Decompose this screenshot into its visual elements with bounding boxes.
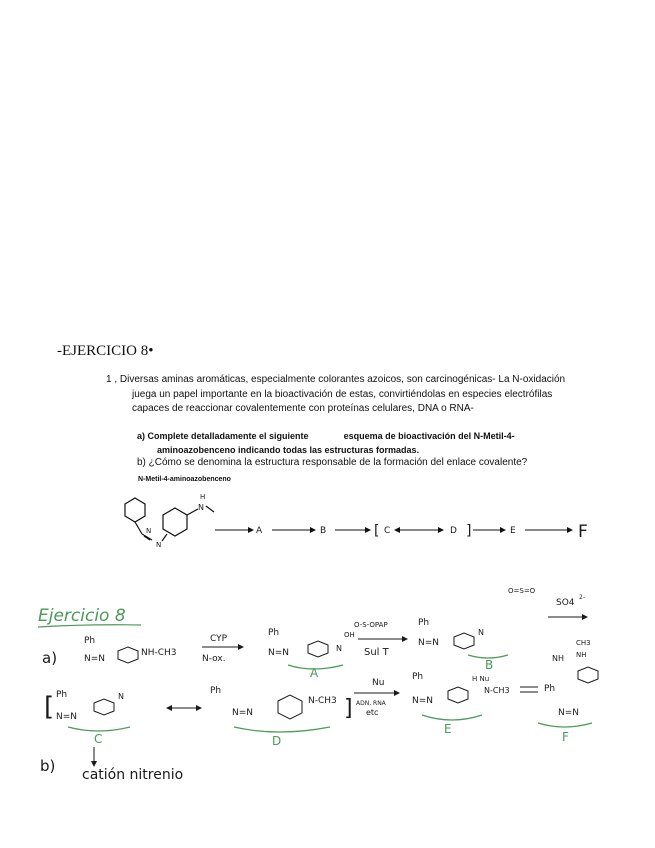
label-E: E xyxy=(444,722,452,736)
svg-text:N=N: N=N xyxy=(268,648,290,658)
start-azo: N=N xyxy=(84,654,106,664)
sult-label: Sul T xyxy=(364,647,389,658)
azo-n-1: N xyxy=(146,527,152,535)
svg-text:N: N xyxy=(478,628,484,637)
svg-text:Ph: Ph xyxy=(56,690,68,700)
d-nch3: N-CH3 xyxy=(308,696,337,706)
svg-text:Ph: Ph xyxy=(418,618,430,628)
open-bracket: [ xyxy=(374,523,380,539)
svg-text:O=S=O: O=S=O xyxy=(508,587,536,595)
scheme-E: E xyxy=(510,526,516,536)
question-line-2: juega un papel importante en la bioactivación de estas, convirtiéndolas en especies electrófilas xyxy=(132,388,553,400)
part-a-line-2: aminoazobenceno indicando todas las estructuras formadas. xyxy=(157,445,420,455)
scheme-D: D xyxy=(450,526,457,536)
f-nh: NH xyxy=(552,654,564,663)
question-line-3: capaces de reaccionar covalentemente con proteínas celulares, DNA o RNA- xyxy=(132,403,474,414)
benzene-ring-icon xyxy=(163,508,187,536)
svg-text:H Nu: H Nu xyxy=(472,675,490,683)
svg-text:N: N xyxy=(118,692,124,701)
f-ch3: CH3 xyxy=(576,639,591,647)
molecule-name: N-Metil-4-aminoazobenceno xyxy=(138,476,231,483)
part-a-text-1: a) Complete detalladamente el siguiente xyxy=(137,431,309,441)
start-nh: NH-CH3 xyxy=(141,648,177,658)
svg-text:N=N: N=N xyxy=(232,708,254,718)
scheme-B: B xyxy=(320,526,327,536)
svg-text:N: N xyxy=(336,644,342,653)
svg-text:[: [ xyxy=(44,692,55,722)
part-a-text-2: esquema de bioactivación del N-Metil-4- xyxy=(343,431,515,441)
part-b-question: b) ¿Cómo se denomina la estructura responsable de la formación del enlace covalente? xyxy=(137,457,528,468)
label-C: C xyxy=(94,732,103,746)
sulfo-group: O-S-OPAP xyxy=(354,621,388,629)
bioactivation-scheme xyxy=(120,490,600,560)
so4-label: SO4 xyxy=(556,598,575,608)
answer-b: catión nitrenio xyxy=(82,767,184,783)
handwritten-answer xyxy=(38,575,618,795)
scheme-A: A xyxy=(256,526,263,536)
part-a-line-1 xyxy=(137,431,515,441)
phenyl-ring-icon xyxy=(125,498,145,522)
label-D: D xyxy=(272,734,282,748)
svg-text:Ph: Ph xyxy=(412,672,424,682)
svg-text:NH: NH xyxy=(576,651,587,659)
amine-h: H xyxy=(200,493,206,501)
label-b: b) xyxy=(40,757,56,775)
scheme-C: C xyxy=(384,526,391,536)
svg-text:Ph: Ph xyxy=(544,684,556,694)
etc-label: etc xyxy=(366,708,379,717)
label-A: A xyxy=(310,666,319,680)
scheme-F: F xyxy=(578,522,588,542)
n-ox-label: N-ox. xyxy=(202,654,226,664)
label-F: F xyxy=(562,730,569,744)
start-ph: Ph xyxy=(84,636,96,646)
a-ph: Ph xyxy=(268,628,280,638)
label-a: a) xyxy=(42,649,58,667)
svg-text:]: ] xyxy=(344,696,353,721)
handwritten-heading: Ejercicio 8 xyxy=(38,606,126,626)
exercise-title: -EJERCICIO 8• xyxy=(57,343,154,359)
svg-text:N=N: N=N xyxy=(558,708,580,718)
a-oh: OH xyxy=(344,631,355,639)
label-B: B xyxy=(485,658,494,672)
adn-arn-label: ADN, RNA xyxy=(356,700,386,707)
question-text xyxy=(106,373,606,417)
svg-text:N=N: N=N xyxy=(418,638,440,648)
cyp-label: CYP xyxy=(210,634,228,644)
so4-charge: 2- xyxy=(579,594,585,601)
close-bracket: ] xyxy=(466,523,472,539)
svg-text:Ph: Ph xyxy=(210,686,222,696)
amine-n: N xyxy=(198,503,204,512)
svg-text:N-CH3: N-CH3 xyxy=(484,686,510,695)
nu-label: Nu xyxy=(372,678,385,688)
question-line-1: 1 , Diversas aminas aromáticas, especialmente colorantes azoicos, son carcinogénicas- La N-oxidación xyxy=(106,374,566,385)
azo-n-2: N xyxy=(156,541,162,549)
svg-text:N=N: N=N xyxy=(412,696,434,706)
svg-text:N=N: N=N xyxy=(56,712,78,722)
